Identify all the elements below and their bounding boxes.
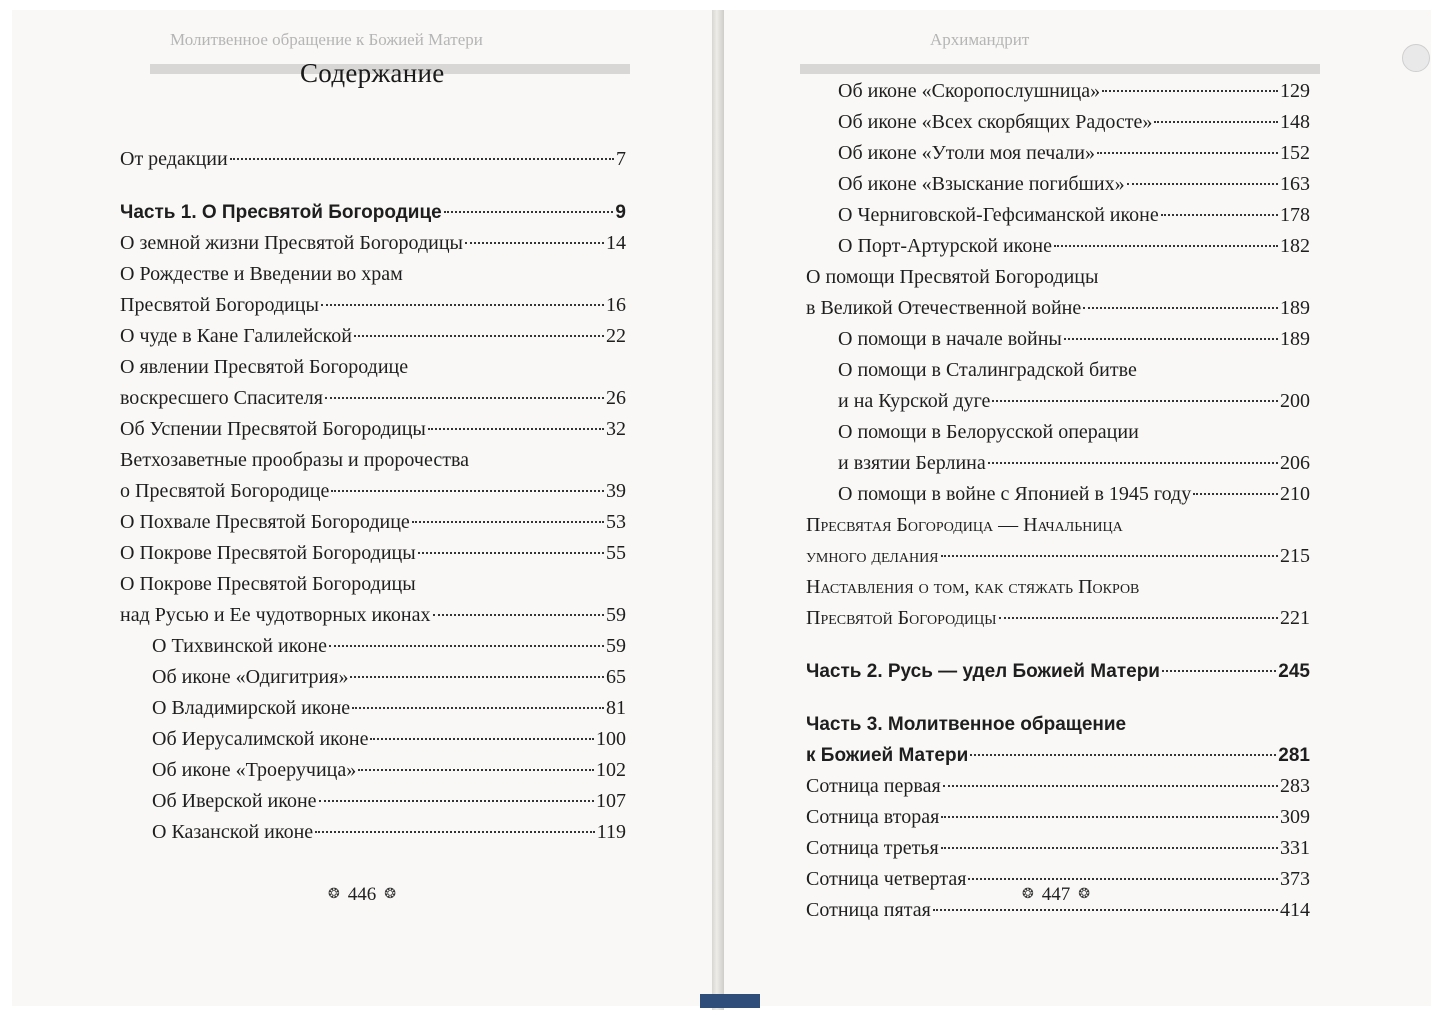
toc-subentry[interactable]: О Порт-Артурской иконе 182 [838,235,1310,257]
toc-entry[interactable]: О Покрове Пресвятой Богородицы над Русью и Ее чудотворных иконах 59 [120,573,626,626]
left-page-number: ❂ 446 ❂ [328,884,396,905]
toc-entry[interactable]: Сотница первая 283 [806,775,1310,797]
toc-entry[interactable]: О Покрове Пресвятой Богородицы 55 [120,542,626,564]
book-gutter [712,10,724,1010]
toc-entry[interactable]: О чуде в Кане Галилейской 22 [120,325,626,347]
toc-entry[interactable]: О земной жизни Пресвятой Богородицы 14 [120,232,626,254]
toc-subentry[interactable]: О помощи в войне с Японией в 1945 году 210 [838,483,1310,505]
toc-subentry[interactable]: Об иконе «Взыскание погибших» 163 [838,173,1310,195]
toc-subentry[interactable]: О помощи в Сталинградской битве и на Курской дуге 200 [838,359,1310,412]
toc-entry[interactable]: Сотница четвертая 373 [806,868,1310,890]
right-header-band [800,64,1320,74]
toc-entry[interactable]: Пресвятая Богородица — Начальница умного делания 215 [806,514,1310,567]
toc-entry[interactable]: О помощи Пресвятой Богородицы в Великой Отечественной войне 189 [806,266,1310,319]
toc-entry[interactable]: Сотница третья 331 [806,837,1310,859]
toc-left [120,144,626,848]
toc-entry[interactable]: Сотница вторая 309 [806,806,1310,828]
toc-entry[interactable]: От редакции 7 [120,148,626,170]
toc-entry[interactable]: Об Успении Пресвятой Богородицы 32 [120,418,626,440]
right-running-header: Архимандрит [930,30,1030,49]
toc-entry[interactable]: О Похвале Пресвятой Богородице 53 [120,511,626,533]
toc-subentry[interactable]: Об Иерусалимской иконе 100 [152,728,626,750]
toc-right [806,76,1310,926]
ornament-icon: ❂ [328,887,340,902]
toc-subentry[interactable]: О помощи в начале войны 189 [838,328,1310,350]
left-running-header: Молитвенное обращение к Божией Матери [170,30,483,49]
toc-part-heading[interactable]: Часть 2. Русь — удел Божией Матери 245 [806,661,1310,682]
toc-entry[interactable]: О Рождестве и Введении во храм Пресвятой Богородицы 16 [120,263,626,316]
toc-subentry[interactable]: Об иконе «Троеручица» 102 [152,759,626,781]
ornament-icon: ❂ [384,887,396,902]
right-page-number: ❂ 447 ❂ [1022,884,1090,905]
corner-ornament [1402,44,1430,72]
toc-subentry[interactable]: О Владимирской иконе 81 [152,697,626,719]
toc-entry[interactable]: Наставления о том, как стяжать Покров Пресвятой Богородицы 221 [806,576,1310,629]
book-spine [700,994,760,1008]
ornament-icon: ❂ [1078,887,1090,902]
toc-subentry[interactable]: Об иконе «Одигитрия» 65 [152,666,626,688]
toc-subentry[interactable]: О Черниговской-Гефсиманской иконе 178 [838,204,1310,226]
toc-subentry[interactable]: О Тихвинской иконе 59 [152,635,626,657]
toc-title: Содержание [300,58,445,88]
toc-subentry[interactable]: Об иконе «Скоропослушница» 129 [838,80,1310,102]
toc-entry[interactable]: О явлении Пресвятой Богородице воскресшего Спасителя 26 [120,356,626,409]
toc-subentry[interactable]: Об Иверской иконе 107 [152,790,626,812]
ornament-icon: ❂ [1022,887,1034,902]
toc-entry[interactable]: Ветхозаветные прообразы и пророчества о Пресвятой Богородице 39 [120,449,626,502]
toc-part-heading[interactable]: Часть 1. О Пресвятой Богородице 9 [120,202,626,223]
toc-subentry[interactable]: Об иконе «Всех скорбящих Радосте» 148 [838,111,1310,133]
toc-entry[interactable]: Сотница пятая 414 [806,899,1310,921]
toc-part-heading[interactable]: Часть 3. Молитвенное обращение к Божией Матери 281 [806,714,1310,766]
toc-subentry[interactable]: Об иконе «Утоли моя печали» 152 [838,142,1310,164]
toc-subentry[interactable]: О Казанской иконе 119 [152,821,626,843]
toc-subentry[interactable]: О помощи в Белорусской операции и взятии Берлина 206 [838,421,1310,474]
